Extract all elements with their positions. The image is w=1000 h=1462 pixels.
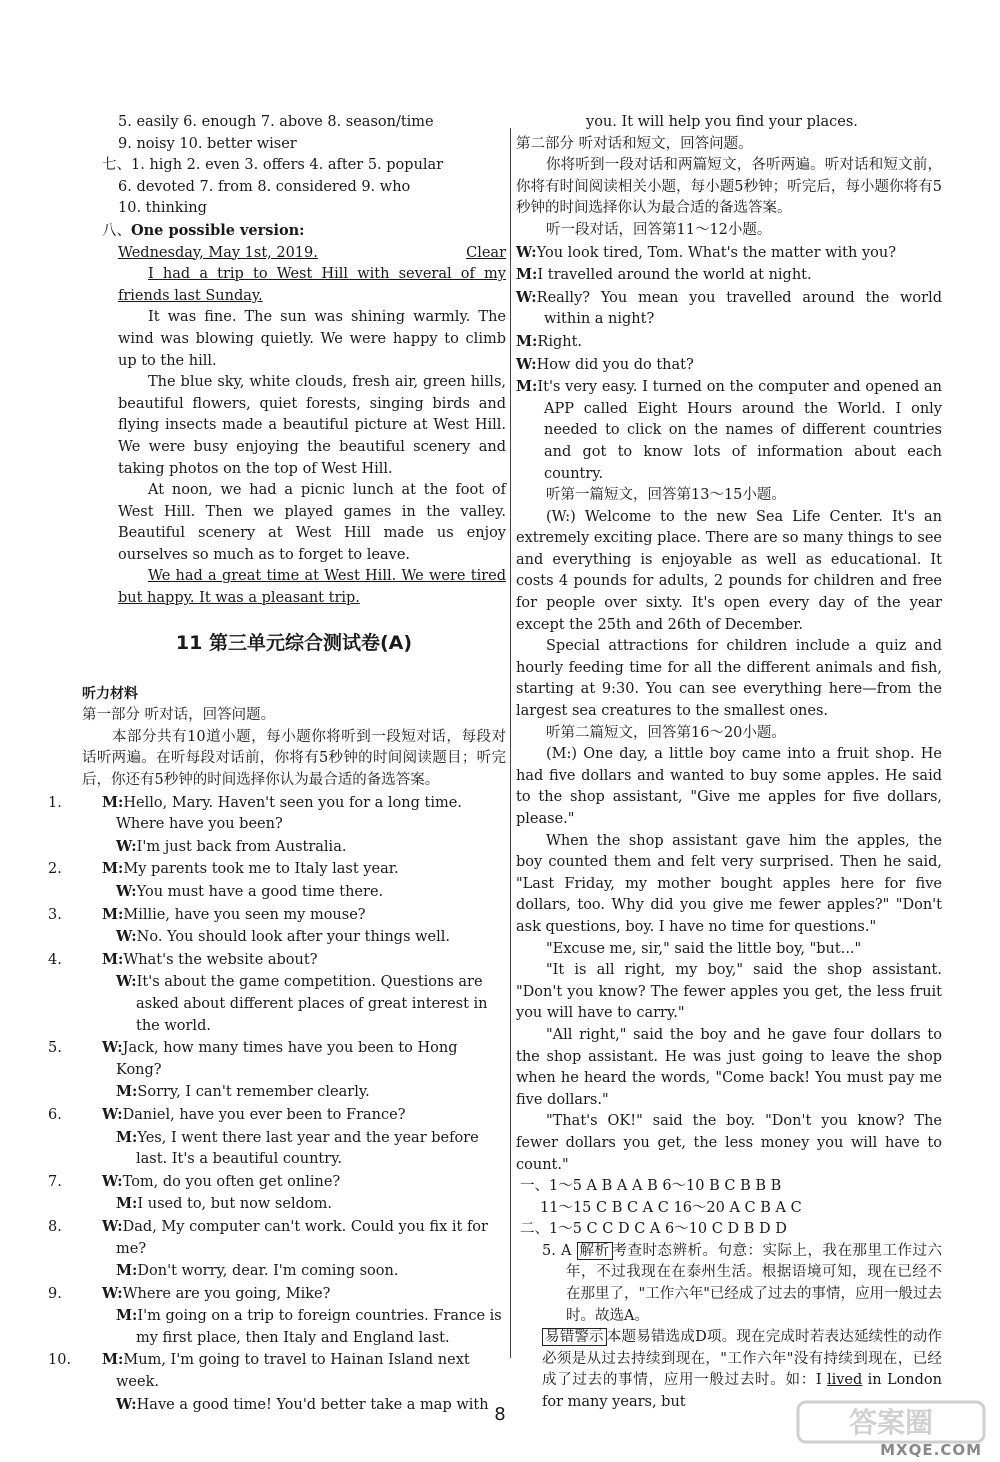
- dialogue-line: [48, 1037, 506, 1081]
- dialogue-list: [48, 792, 506, 1417]
- dialogue-line: [48, 949, 506, 972]
- dialogue-line: [82, 1127, 506, 1171]
- passage2-paragraph: "Excuse me, sir," said the little boy, "but...": [546, 940, 862, 957]
- utterance: I'm going on a trip to foreign countries. France is my first place, then Italy and England last.: [136, 1308, 502, 1346]
- dialogue-line: [82, 1193, 506, 1216]
- dialog-line: [516, 376, 942, 485]
- dialogue-line: [48, 1283, 506, 1306]
- utterance: What's the website about?: [123, 951, 318, 968]
- dialogue-line: [82, 836, 506, 859]
- essay-paragraph: It was fine. The sun was shining warmly. The wind was blowing quietly. We were happy to climb up to the hill.: [118, 309, 506, 369]
- speaker: W:: [516, 355, 537, 373]
- answer-line: 七、1. high 2. even 3. offers 4. after 5. popular: [102, 157, 444, 174]
- right-column: [516, 112, 942, 1414]
- warn-example-rest: in London for many years, but: [542, 1372, 942, 1411]
- essay-label: [82, 220, 506, 243]
- dialogue-number: 2.: [48, 861, 62, 878]
- passage2-paragraph: "All right," said the boy and he gave four dollars to the shop assistant. He was just going to leave the shop when he heard the words, "Come back! You must pay me five dollars.": [516, 1026, 942, 1108]
- dialogue-line: [48, 904, 506, 927]
- answers-top: [82, 112, 506, 220]
- dialogue-line: [82, 926, 506, 949]
- answer-line: 11～15 C B C A C 16～20 A C B A C: [540, 1199, 802, 1216]
- speaker: W:: [116, 837, 137, 855]
- passage2-paragraph: "That's OK!" said the boy. "Don't you know? The fewer dollars you get, the less money you will have to count.": [516, 1113, 942, 1173]
- listening-label: 听力材料: [82, 685, 138, 702]
- dialogue-number: 4.: [48, 951, 62, 968]
- explain-number: 5. A: [542, 1242, 572, 1259]
- watermark-text: 答案圈: [848, 1406, 934, 1439]
- utterance: It's about the game competition. Questions are asked about different places of great interest in the world.: [136, 974, 488, 1034]
- utterance: Millie, have you seen my mouse?: [123, 906, 366, 923]
- dialogue-number: 6.: [48, 1106, 62, 1123]
- utterance: How did you do that?: [536, 356, 694, 373]
- speaker: W:: [116, 1395, 137, 1413]
- speaker: M:: [116, 1128, 138, 1146]
- dialog-line: [516, 287, 942, 331]
- utterance: My parents took me to Italy last year.: [123, 861, 399, 878]
- part2-heading: 第二部分 听对话和短文，回答问题。: [516, 135, 753, 152]
- utterance: No. You should look after your things well.: [136, 929, 451, 946]
- answer-line: 9. noisy 10. better wiser: [118, 135, 297, 152]
- dialogue-line: [48, 858, 506, 881]
- essay-paragraph: I had a trip to West Hill with several of my friends last Sunday.: [118, 266, 506, 304]
- essay-date-line: [82, 243, 506, 265]
- dialogue-line: [48, 1171, 506, 1194]
- passage1-paragraph: Special attractions for children include a quiz and hourly feeding time for all the different animals and fish, starting at 9:30. You can see everything here—from the largest sea creatures to the smallest ones.: [516, 638, 942, 720]
- essay-paragraph: At noon, we had a picnic lunch at the foot of West Hill. Then we played games in the valley. Beautiful scenery at West Hill made us enjoy ourselves so much as to forget to leave.: [118, 482, 506, 563]
- utterance: Yes, I went there last year and the year before last. It's a beautiful country.: [136, 1129, 479, 1168]
- warn-text: 本题易错选成D项。现在完成时若表达延续性的动作必须是从过去持续到现在，"工作六年"没有持续到现在，已经成了过去的事情，应用一般过去时。如：I: [542, 1329, 942, 1389]
- dialogue-line: [82, 1081, 506, 1104]
- dialogue-line: [48, 1349, 506, 1393]
- essay-paragraph: We had a great time at West Hill. We were tired but happy. It was a pleasant trip.: [118, 568, 506, 607]
- utterance: Dad, My computer can't work. Could you fix it for me?: [116, 1218, 488, 1257]
- passage1-paragraph: (W:) Welcome to the new Sea Life Center. It's an extremely exciting place. There are so many things to see and everything is enjoyable as well as educational. It costs 4 pounds for adults, 2 pounds for children and free for people over sixty. It's open every day of the year except the 25th and 26th of December.: [516, 508, 942, 633]
- utterance: It's very easy. I turned on the computer and opened an APP called Eight Hours around the World. I only needed to click on the names of different countries and got to know lots of information about each country.: [537, 379, 942, 482]
- dialog-line: [516, 264, 942, 287]
- utterance: You look tired, Tom. What's the matter with you?: [536, 244, 896, 261]
- passage2-paragraph: When the shop assistant gave him the apples, the boy counted them and felt very surprised. Then he said, "Last Friday, my mother bought apples here for five dollars, too. Why did you give me fewer apples?" "Don't ask questions, boy. I have no time for questions.": [516, 832, 942, 935]
- part1-intro: 本部分共有10道小题，每小题你将听到一段短对话，每段对话听两遍。在听每段对话前，你将有5秒钟的时间阅读题目；听完后，你还有5秒钟的时间选择你认为最合适的备选答案。: [82, 728, 506, 789]
- passage2-paragraph: "It is all right, my boy," said the shop assistant. "Don't you know? The fewer apples you get, the less fruit you will have to carry.": [516, 962, 942, 1022]
- unit-title: 11 第三单元综合测试卷(A): [175, 631, 413, 654]
- dialog-intro: 听一段对话，回答第11～12小题。: [546, 221, 772, 238]
- passage1-intro: 听第一篇短文，回答第13～15小题。: [546, 487, 786, 504]
- essay-weather: Clear: [466, 244, 506, 261]
- explain-tag: 解析: [577, 1242, 613, 1260]
- answer-line: 一、1～5 A B A A B 6～10 B C B B B: [520, 1178, 782, 1195]
- dialogue-number: 7.: [48, 1173, 62, 1190]
- dialogue-line: [82, 971, 506, 1037]
- answer-line: 5. easily 6. enough 7. above 8. season/time: [118, 114, 434, 130]
- essay-paragraph: The blue sky, white clouds, fresh air, green hills, beautiful flowers, quiet forests, singing birds and flying insects made a beautiful picture at West Hill. We were busy enjoying the beautiful scenery and taking photos on the top of West Hill.: [118, 374, 506, 477]
- speaker: M:: [102, 793, 124, 811]
- utterance: Jack, how many times have you been to Hong Kong?: [116, 1040, 458, 1078]
- continued-line: you. It will help you find your places.: [586, 114, 858, 130]
- utterance: Where are you going, Mike?: [122, 1285, 331, 1302]
- dialogue-line: [48, 792, 506, 836]
- column-divider: [510, 128, 511, 1358]
- dialogue-number: 10.: [48, 1352, 72, 1369]
- utterance: Hello, Mary. Haven't seen you for a long time. Where have you been?: [116, 794, 462, 833]
- utterance: Tom, do you often get online?: [122, 1173, 341, 1190]
- speaker: M:: [516, 378, 538, 396]
- dialogue-line: [48, 1216, 506, 1260]
- utterance: Mum, I'm going to travel to Hainan Island next week.: [116, 1352, 470, 1391]
- dialogue-number: 1.: [48, 794, 62, 811]
- utterance: Have a good time! You'd better take a map with: [136, 1396, 489, 1413]
- utterance: Right.: [537, 333, 583, 350]
- speaker: W:: [116, 883, 137, 900]
- speaker: W:: [516, 243, 537, 261]
- speaker: M:: [116, 1307, 138, 1325]
- speaker: M:: [116, 1195, 138, 1213]
- essay-label-prefix: 八、: [102, 222, 131, 239]
- page-number: 8: [494, 1404, 506, 1425]
- essay-date: Wednesday, May 1st, 2019.: [118, 244, 318, 261]
- speaker: M:: [516, 266, 538, 284]
- explain-text: 考查时态辨析。句意：实际上，我在那里工作过六年，不过我现在在泰州生活。根据语境可知，现在已经不在那里了，"工作六年"已经成了过去的事情，应用一般过去时。故选A。: [566, 1242, 943, 1324]
- utterance: Sorry, I can't remember clearly.: [137, 1084, 370, 1101]
- dialogue-line: [82, 1260, 506, 1283]
- dialog-line: [516, 354, 942, 377]
- warn-example-underlined: lived: [826, 1372, 863, 1389]
- speaker: W:: [116, 973, 137, 991]
- speaker: M:: [516, 332, 538, 350]
- passage2-intro: 听第二篇短文，回答第16～20小题。: [546, 724, 786, 741]
- passage2-paragraph: (M:) One day, a little boy came into a fruit shop. He had five dollars and wanted to buy some apples. He said to the shop assistant, "Give me apples for five dollars, please.": [516, 746, 942, 827]
- speaker: M:: [102, 905, 124, 923]
- dialogue-number: 9.: [48, 1285, 62, 1302]
- dialogue-number: 5.: [48, 1040, 62, 1057]
- utterance: I travelled around the world at night.: [537, 267, 812, 284]
- part2-intro: 你将听到一段对话和两篇短文，各听两遍。听对话和短文前，你将有时间阅读相关小题，每小题5秒钟；听完后，每小题你将有5秒钟的时间选择你认为最合适的备选答案。: [516, 157, 942, 217]
- part1-heading: 第一部分 听对话，回答问题。: [82, 707, 276, 724]
- speaker: W:: [102, 1217, 123, 1235]
- dialog: [516, 242, 942, 486]
- model-essay: [82, 220, 506, 610]
- speaker: M:: [116, 1262, 138, 1280]
- answer-line: 10. thinking: [118, 200, 207, 217]
- answer-line: 6. devoted 7. from 8. considered 9. who: [118, 178, 411, 195]
- dialogue-number: 8.: [48, 1218, 62, 1235]
- warn-tag: 易错警示: [542, 1328, 607, 1346]
- speaker: W:: [516, 288, 537, 306]
- utterance: I used to, but now seldom.: [137, 1196, 332, 1213]
- dialogue-line: [48, 1104, 506, 1127]
- speaker: W:: [102, 1284, 123, 1302]
- answers-block: [516, 1176, 942, 1241]
- speaker: M:: [102, 950, 124, 968]
- speaker: W:: [116, 928, 137, 946]
- speaker: W:: [102, 1105, 123, 1123]
- watermark-url: MXQE.COM: [880, 1441, 982, 1459]
- dialogue-line: [82, 881, 506, 904]
- utterance: Really? You mean you travelled around the world within a night?: [536, 289, 942, 328]
- explanation: [516, 1241, 942, 1327]
- dialog-line: [516, 331, 942, 354]
- utterance: Daniel, have you ever been to France?: [122, 1106, 406, 1123]
- utterance: You must have a good time there.: [136, 884, 384, 900]
- dialog-line: [516, 242, 942, 265]
- speaker: W:: [102, 1172, 123, 1190]
- speaker: W:: [102, 1039, 123, 1057]
- speaker: M:: [102, 860, 124, 878]
- speaker: M:: [116, 1083, 138, 1101]
- dialogue-number: 3.: [48, 906, 62, 923]
- left-column: [48, 112, 506, 1416]
- speaker: M:: [102, 1351, 124, 1369]
- dialogue-line: [82, 1305, 506, 1349]
- utterance: Don't worry, dear. I'm coming soon.: [137, 1263, 399, 1280]
- utterance: I'm just back from Australia.: [136, 838, 347, 855]
- answer-line: 二、1～5 C C D C A 6～10 C D B D D: [520, 1221, 787, 1238]
- essay-label-text: One possible version:: [131, 221, 305, 239]
